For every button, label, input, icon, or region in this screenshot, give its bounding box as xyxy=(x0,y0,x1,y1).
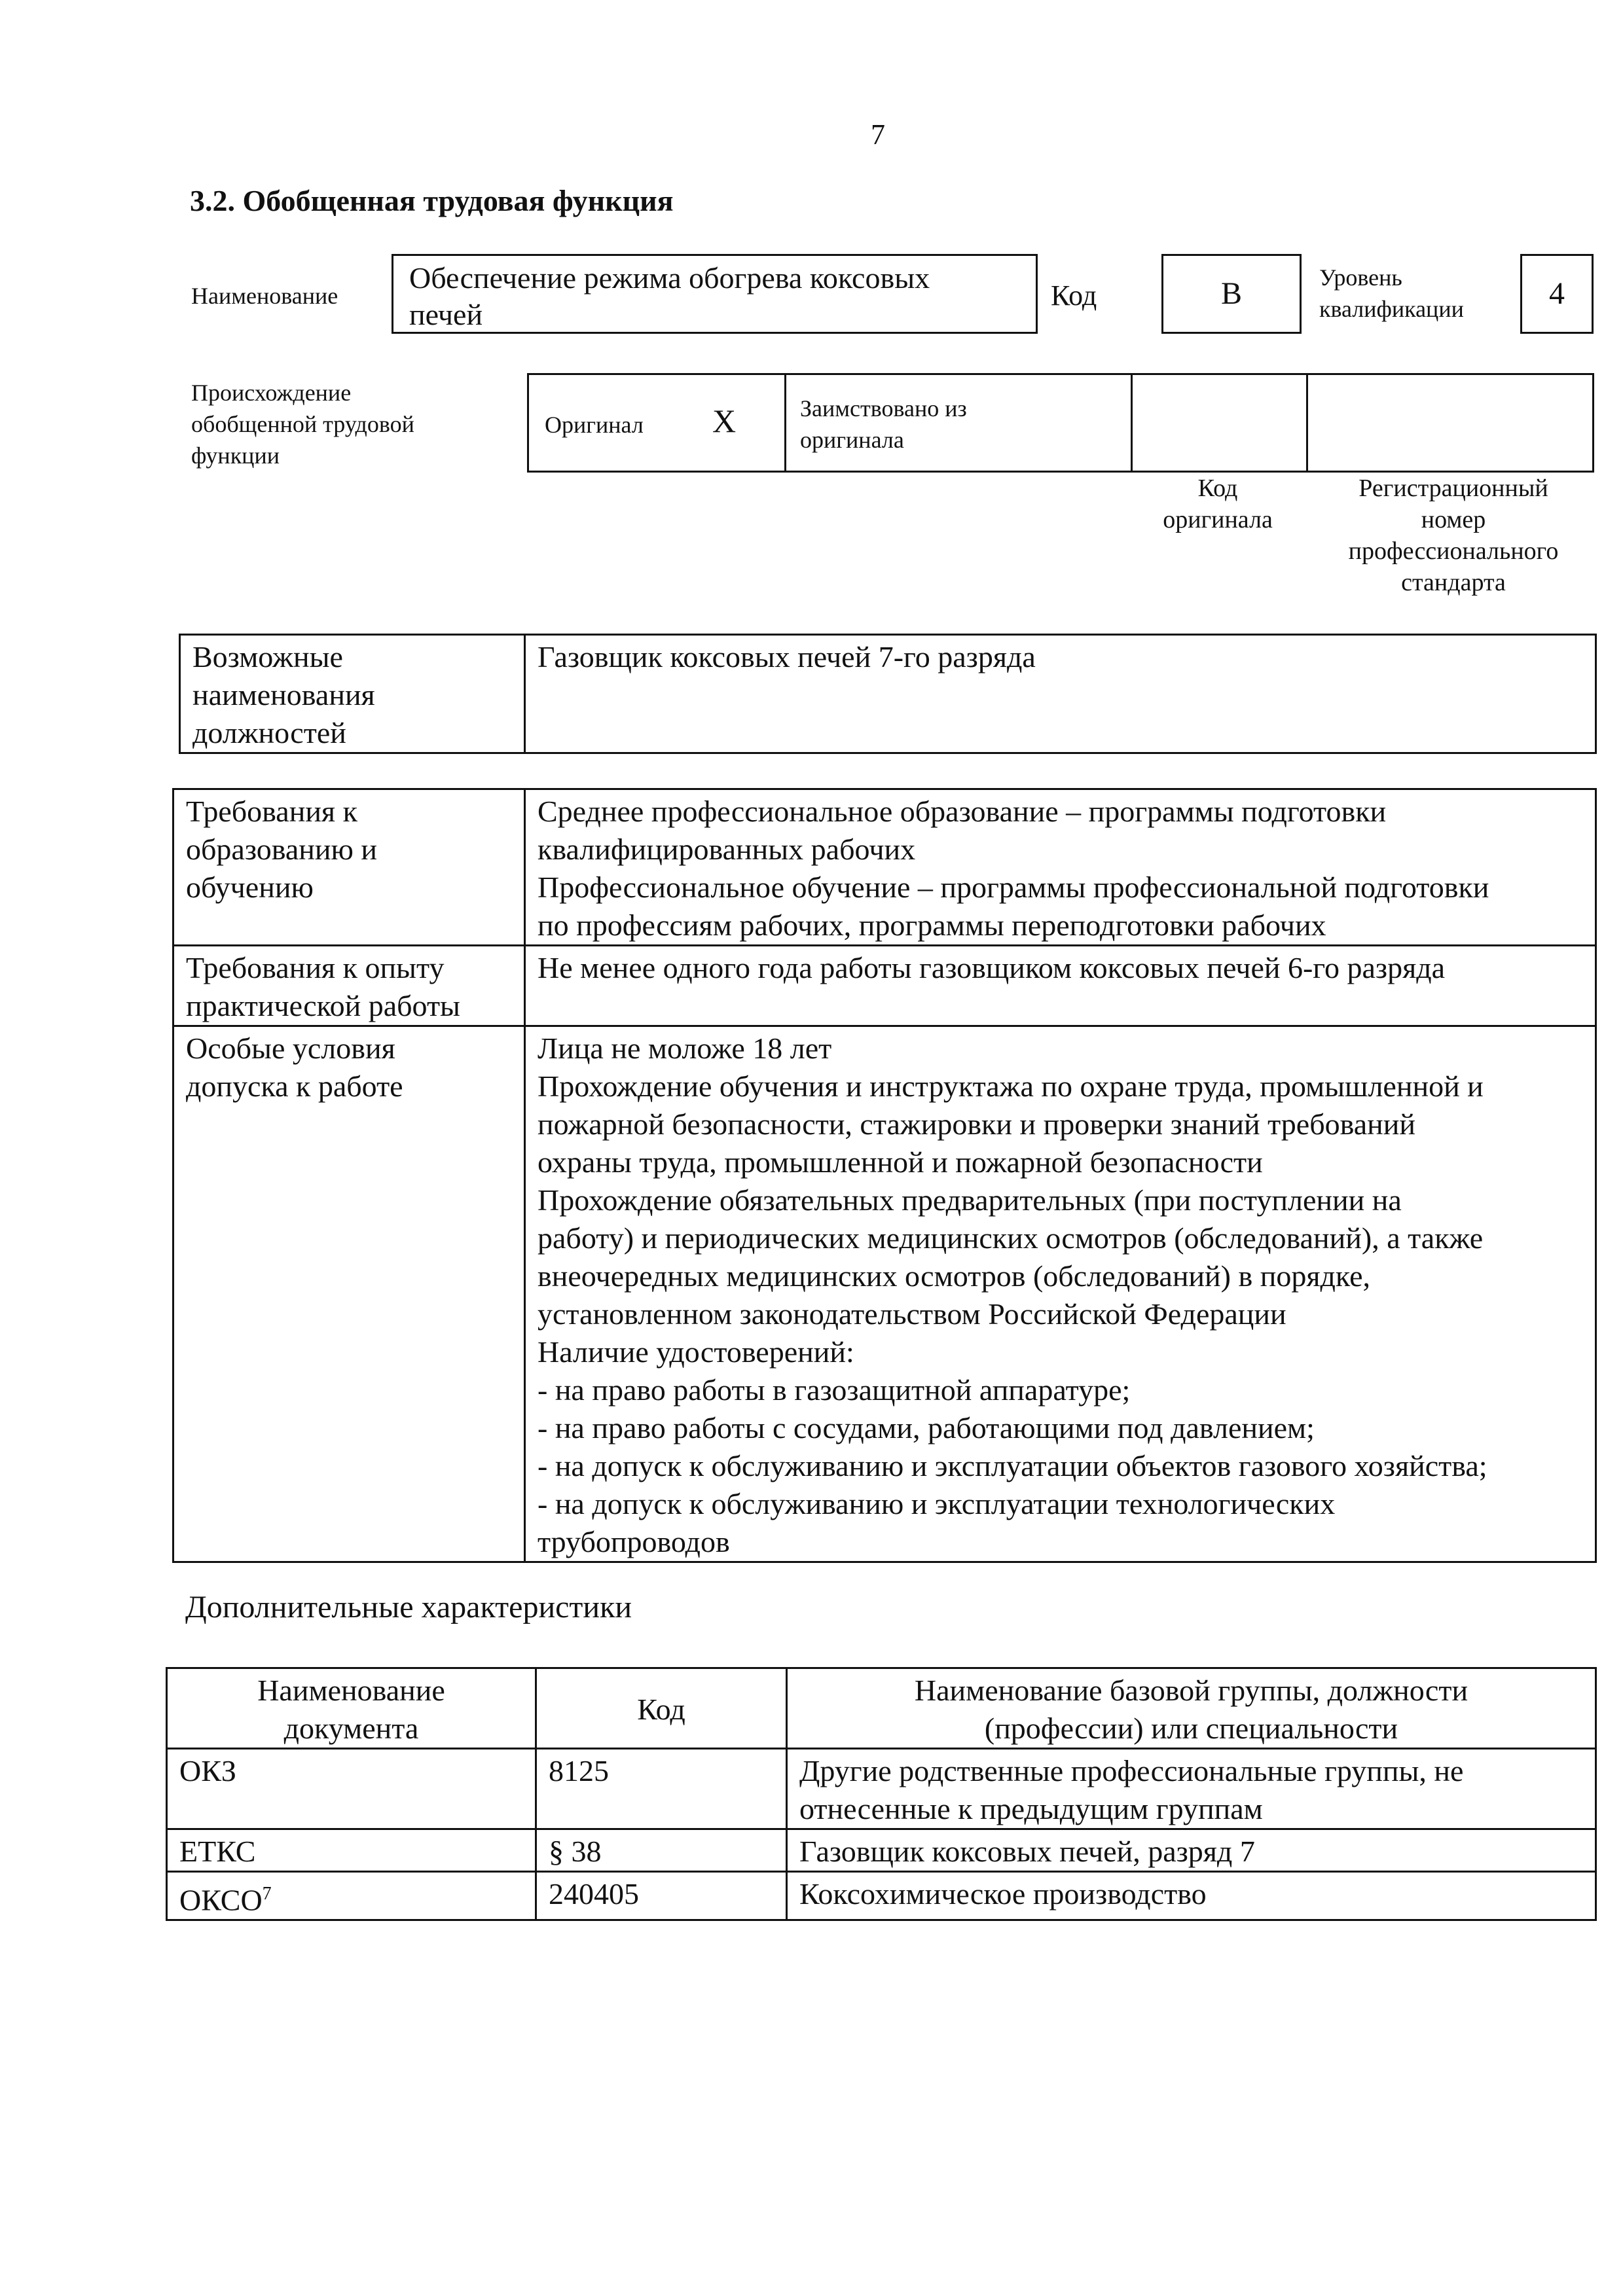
req-value-line: Профессиональное обучение – программы профессиональной подготовки xyxy=(538,870,1489,904)
req-label-line: практической работы xyxy=(186,989,460,1022)
caption-line: номер xyxy=(1421,506,1486,533)
admission-value xyxy=(525,1026,1596,1562)
req-value-line: Прохождение обязательных предварительных (при поступлении на xyxy=(538,1183,1402,1217)
col-header-name xyxy=(787,1668,1596,1749)
req-value-line: работу) и периодических медицинских осмотров (обследований), а также xyxy=(538,1221,1484,1255)
header-line: (профессии) или специальности xyxy=(984,1712,1398,1745)
row-code xyxy=(536,1829,787,1872)
req-value-line: охраны труда, промышленной и пожарной безопасности xyxy=(538,1145,1263,1179)
req-value-line: Наличие удостоверений: xyxy=(538,1335,854,1369)
req-label-line: Требования к xyxy=(186,795,357,828)
row-doc xyxy=(167,1872,536,1920)
row-code xyxy=(536,1872,787,1920)
function-name-box xyxy=(392,254,1038,334)
origin-label-line: Происхождение xyxy=(191,380,352,406)
doc-name: ОКСО xyxy=(179,1883,263,1917)
experience-label xyxy=(173,946,525,1026)
code-value: B xyxy=(1220,276,1242,311)
origin-label-line: обобщенной трудовой xyxy=(191,411,414,437)
caption-line: Регистрационный xyxy=(1359,475,1548,502)
req-label-line: Требования к опыту xyxy=(186,951,445,984)
req-value-line: Не менее одного года работы газовщиком коксовых печей 6-го разряда xyxy=(538,951,1446,984)
req-value-line: квалифицированных рабочих xyxy=(538,833,916,866)
function-name-line: печей xyxy=(409,298,483,331)
code-value-box xyxy=(1161,254,1302,334)
name-line: отнесенные к предыдущим группам xyxy=(799,1792,1263,1825)
table-row xyxy=(167,1872,1596,1920)
req-value-line: - на право работы в газозащитной аппаратуре; xyxy=(538,1373,1131,1407)
header-line: Наименование xyxy=(257,1674,445,1707)
level-value-box xyxy=(1520,254,1594,334)
req-value-line: Лица не моложе 18 лет xyxy=(538,1031,832,1065)
row-name xyxy=(787,1749,1596,1829)
req-label-line: Особые условия xyxy=(186,1031,395,1065)
origin-divider xyxy=(784,373,786,473)
origin-table xyxy=(527,373,1594,473)
req-value-line: трубопроводов xyxy=(538,1525,730,1558)
caption-line: Код xyxy=(1197,475,1238,502)
original-label: Оригинал xyxy=(545,412,644,438)
caption-line: стандарта xyxy=(1401,569,1506,596)
req-value-line: - на допуск к обслуживанию и эксплуатации объектов газового хозяйства; xyxy=(538,1449,1487,1482)
row-code xyxy=(536,1749,787,1829)
req-value-line: по профессиям рабочих, программы переподготовки рабочих xyxy=(538,908,1326,942)
name-line: Коксохимическое производство xyxy=(799,1877,1207,1910)
level-label xyxy=(1319,262,1464,325)
header-line: Наименование базовой группы, должности xyxy=(914,1674,1468,1707)
positions-table xyxy=(179,634,1597,754)
caption-line: профессионального xyxy=(1348,537,1559,565)
experience-value xyxy=(525,946,1596,1026)
req-value-line: Среднее профессиональное образование – программы подготовки xyxy=(538,795,1387,828)
positions-label-line: Возможные xyxy=(192,640,343,673)
additional-title: Дополнительные характеристики xyxy=(185,1590,632,1624)
row-name xyxy=(787,1829,1596,1872)
borrowed-label xyxy=(800,393,967,456)
req-value-line: пожарной безопасности, стажировки и проверки знаний требований xyxy=(538,1107,1416,1141)
col-header-document xyxy=(167,1668,536,1749)
req-value-line: Прохождение обучения и инструктажа по охране труда, промышленной и xyxy=(538,1069,1484,1103)
req-value-line: - на допуск к обслуживанию и эксплуатации технологических xyxy=(538,1487,1336,1520)
level-value: 4 xyxy=(1549,276,1565,311)
name-line: Другие родственные профессиональные группы, не xyxy=(799,1754,1464,1787)
borrowed-label-line: Заимствовано из xyxy=(800,395,967,422)
page-number: 7 xyxy=(871,118,885,151)
origin-divider xyxy=(1306,373,1308,473)
borrowed-label-line: оригинала xyxy=(800,427,904,453)
req-label-line: образованию и xyxy=(186,833,377,866)
reg-number-caption xyxy=(1309,473,1597,598)
original-mark: X xyxy=(712,403,737,439)
req-value-line: внеочередных медицинских осмотров (обследований) в порядке, xyxy=(538,1259,1371,1293)
code-value: 240405 xyxy=(549,1877,639,1910)
origin-divider xyxy=(1131,373,1133,473)
positions-value-text: Газовщик коксовых печей 7-го разряда xyxy=(538,640,1036,673)
table-row xyxy=(167,1829,1596,1872)
req-label-line: обучению xyxy=(186,870,314,904)
table-row xyxy=(167,1749,1596,1829)
positions-value xyxy=(525,635,1596,753)
code-label: Код xyxy=(1051,279,1097,312)
doc-name: ЕТКС xyxy=(179,1835,256,1868)
row-doc xyxy=(167,1829,536,1872)
name-line: Газовщик коксовых печей, разряд 7 xyxy=(799,1835,1255,1868)
code-value: § 38 xyxy=(549,1835,602,1868)
requirements-table xyxy=(172,788,1597,1563)
row-name xyxy=(787,1872,1596,1920)
col-header-code xyxy=(536,1668,787,1749)
code-original-caption xyxy=(1136,473,1300,535)
row-doc xyxy=(167,1749,536,1829)
caption-line: оригинала xyxy=(1163,506,1273,533)
education-label xyxy=(173,789,525,946)
origin-label xyxy=(191,377,414,471)
level-label-line: Уровень xyxy=(1319,264,1402,291)
footnote-mark: 7 xyxy=(262,1884,272,1904)
req-value-line: установленном законодательством Российской Федерации xyxy=(538,1297,1286,1331)
header-line: документа xyxy=(283,1712,419,1745)
positions-label xyxy=(180,635,525,753)
additional-table xyxy=(166,1667,1597,1921)
positions-label-line: должностей xyxy=(192,716,346,749)
header-line: Код xyxy=(637,1693,685,1726)
req-label-line: допуска к работе xyxy=(186,1069,403,1103)
name-label: Наименование xyxy=(191,283,338,309)
admission-label xyxy=(173,1026,525,1562)
positions-label-line: наименования xyxy=(192,678,375,711)
code-value: 8125 xyxy=(549,1754,609,1787)
origin-label-line: функции xyxy=(191,442,280,469)
section-title: 3.2. Обобщенная трудовая функция xyxy=(190,184,674,217)
level-label-line: квалификации xyxy=(1319,296,1464,322)
doc-name: ОКЗ xyxy=(179,1754,236,1787)
function-name-line: Обеспечение режима обогрева коксовых xyxy=(409,261,930,295)
req-value-line: - на право работы с сосудами, работающими под давлением; xyxy=(538,1411,1315,1444)
education-value xyxy=(525,789,1596,946)
